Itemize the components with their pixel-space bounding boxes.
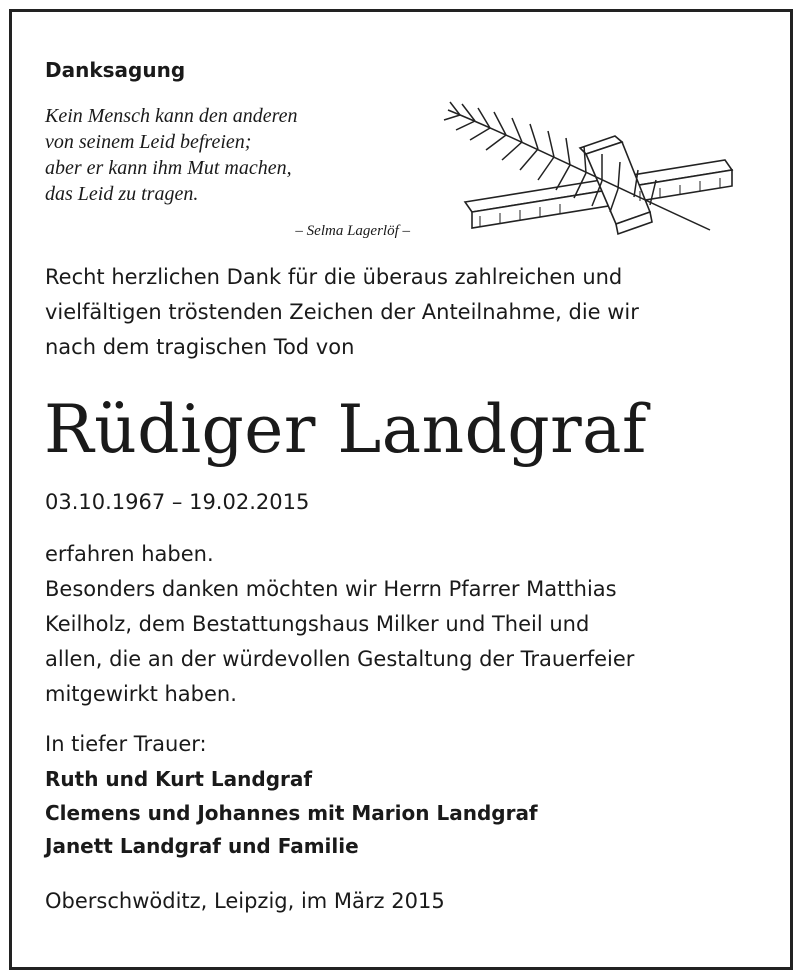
- intro-line: Recht herzlichen Dank für die überaus zahlreichen und: [45, 265, 623, 289]
- quote-author: – Selma Lagerlöf –: [295, 223, 410, 239]
- signer-name: Janett Landgraf und Familie: [45, 834, 359, 858]
- body-line: Besonders danken möchten wir Herrn Pfarrer Matthias: [45, 577, 617, 601]
- body-line: erfahren haben.: [45, 542, 214, 566]
- quote-line: von seinem Leid befreien;: [45, 131, 252, 153]
- life-dates: 03.10.1967 – 19.02.2015: [45, 490, 310, 514]
- quote-line: das Leid zu tragen.: [45, 183, 199, 205]
- body-line: Keilholz, dem Bestattungshaus Milker und Theil und: [45, 612, 590, 636]
- quote-line: aber er kann ihm Mut machen,: [45, 157, 292, 179]
- intro-paragraph: [45, 260, 639, 365]
- signer-name: Ruth und Kurt Landgraf: [45, 767, 313, 791]
- body-paragraph: [45, 537, 634, 712]
- intro-line: vielfältigen tröstenden Zeichen der Anteilnahme, die wir: [45, 300, 639, 324]
- deceased-name: Rüdiger Landgraf: [44, 391, 647, 468]
- quote-line: Kein Mensch kann den anderen: [45, 105, 298, 127]
- mourning-label: In tiefer Trauer:: [45, 732, 207, 756]
- cross-with-palm-branch-icon: [440, 100, 740, 240]
- place-and-date: Oberschwöditz, Leipzig, im März 2015: [45, 889, 445, 913]
- body-line: mitgewirkt haben.: [45, 682, 237, 706]
- quote-block: [45, 103, 298, 207]
- notice-heading: Danksagung: [45, 58, 186, 82]
- intro-line: nach dem tragischen Tod von: [45, 335, 355, 359]
- body-line: allen, die an der würdevollen Gestaltung der Trauerfeier: [45, 647, 635, 671]
- signer-name: Clemens und Johannes mit Marion Landgraf: [45, 801, 538, 825]
